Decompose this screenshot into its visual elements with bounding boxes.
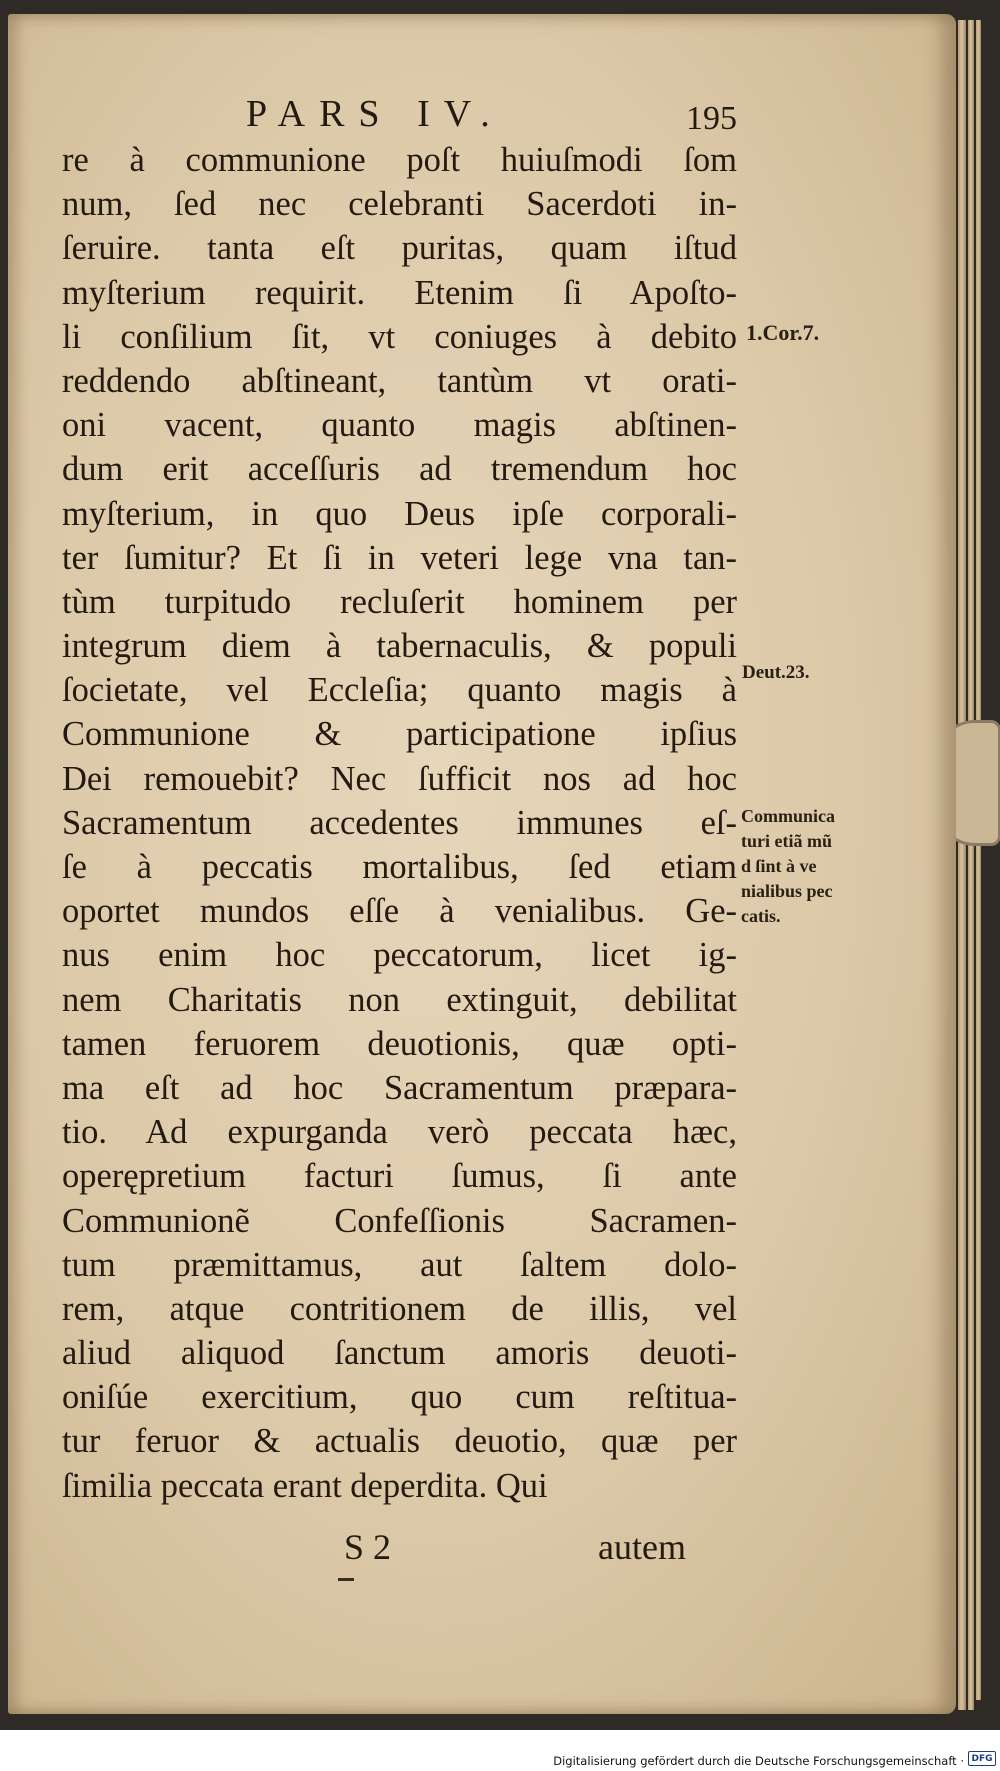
digitization-footer — [0, 1730, 1000, 1771]
funding-credit: Digitalisierung gefördert durch die Deutsche Forschungsgemeinschaft · — [553, 1754, 964, 1768]
margin-note-line: d ſint à ve — [741, 856, 817, 876]
text-line: Sacramentum accedentes immunes eſ- — [62, 803, 737, 842]
page-edge — [958, 20, 966, 1710]
text-line: Dei remouebit? Nec ſufficit nos ad hoc — [62, 759, 737, 798]
running-title: PARS IV. — [246, 93, 504, 135]
text-line: ſocietate, vel Eccleſia; quanto magis à — [62, 671, 737, 710]
text-line: tamen feruorem deuotionis, quæ opti- — [62, 1024, 737, 1063]
text-line: oportet mundos eſſe à venialibus. Ge- — [62, 892, 737, 931]
page-number: 195 — [686, 100, 737, 137]
text-line: ter ſumitur? Et ſi in veteri lege vna tan- — [62, 538, 737, 577]
text-line: operępretium facturi ſumus, ſi ante — [62, 1157, 737, 1196]
page-edge — [976, 20, 981, 1700]
margin-note-gloss — [741, 804, 901, 929]
text-line: num, ſed nec celebranti Sacerdoti in- — [62, 185, 737, 224]
text-line: ma eſt ad hoc Sacramentum præpara- — [62, 1068, 737, 1107]
text-line: li conſilium ſit, vt coniuges à debito — [62, 317, 737, 356]
text-line: Communione & participatione ipſius — [62, 715, 737, 754]
text-line: nem Charitatis non extinguit, debilitat — [62, 980, 737, 1019]
text-line: oni vacent, quanto magis abſtinen- — [62, 406, 737, 445]
text-line: integrum diem à tabernaculis, & populi — [62, 627, 737, 666]
margin-note-reference: 1.Cor.7. — [746, 320, 820, 345]
text-line: nus enim hoc peccatorum, licet ig- — [62, 936, 737, 975]
signature-underline — [338, 1578, 354, 1581]
page-edge — [968, 20, 974, 1710]
text-line: ſe à peccatis mortalibus, ſed etiam — [62, 848, 737, 886]
text-line: aliud aliquod ſanctum amoris deuoti- — [62, 1334, 737, 1373]
margin-note-line: turi etiã mũ — [741, 831, 832, 851]
text-line: reddendo abſtineant, tantùm vt orati- — [62, 361, 737, 400]
margin-note-line: Communica — [741, 806, 835, 826]
margin-note-line: nialibus pec — [741, 881, 833, 901]
text-line: ſeruire. tanta eſt puritas, quam iſtud — [62, 229, 737, 268]
margin-note-line: catis. — [741, 906, 781, 926]
text-line: myſterium, in quo Deus ipſe corporali- — [62, 494, 737, 533]
text-line: tum præmittamus, aut ſaltem dolo- — [62, 1245, 737, 1284]
text-line: re à communione poſt huiuſmodi ſom — [62, 141, 737, 179]
book-page — [8, 14, 956, 1714]
text-line: tio. Ad expurganda verò peccata hæc, — [62, 1113, 737, 1152]
text-line: tùm turpitudo recluſerit hominem per — [62, 582, 737, 621]
text-line: oniſúe exercitium, quo cum reſtitua- — [62, 1378, 737, 1417]
text-line: ſimilia peccata erant deperdita. Qui — [62, 1466, 548, 1505]
text-line: tur feruor & actualis deuotio, quæ per — [62, 1422, 737, 1461]
text-line: Communionẽ Confeſſionis Sacramen- — [62, 1201, 737, 1240]
text-line: rem, atque contritionem de illis, vel — [62, 1289, 737, 1328]
text-line: myſterium requirit. Etenim ſi Apoſto- — [62, 273, 737, 312]
body-text — [62, 138, 737, 1508]
dfg-logo: DFG — [968, 1751, 996, 1766]
margin-note-reference: Deut.23. — [742, 662, 810, 683]
signature-mark: S 2 — [344, 1527, 392, 1567]
catchword: autem — [598, 1527, 686, 1567]
text-line: dum erit acceſſuris ad tremendum hoc — [62, 450, 737, 489]
